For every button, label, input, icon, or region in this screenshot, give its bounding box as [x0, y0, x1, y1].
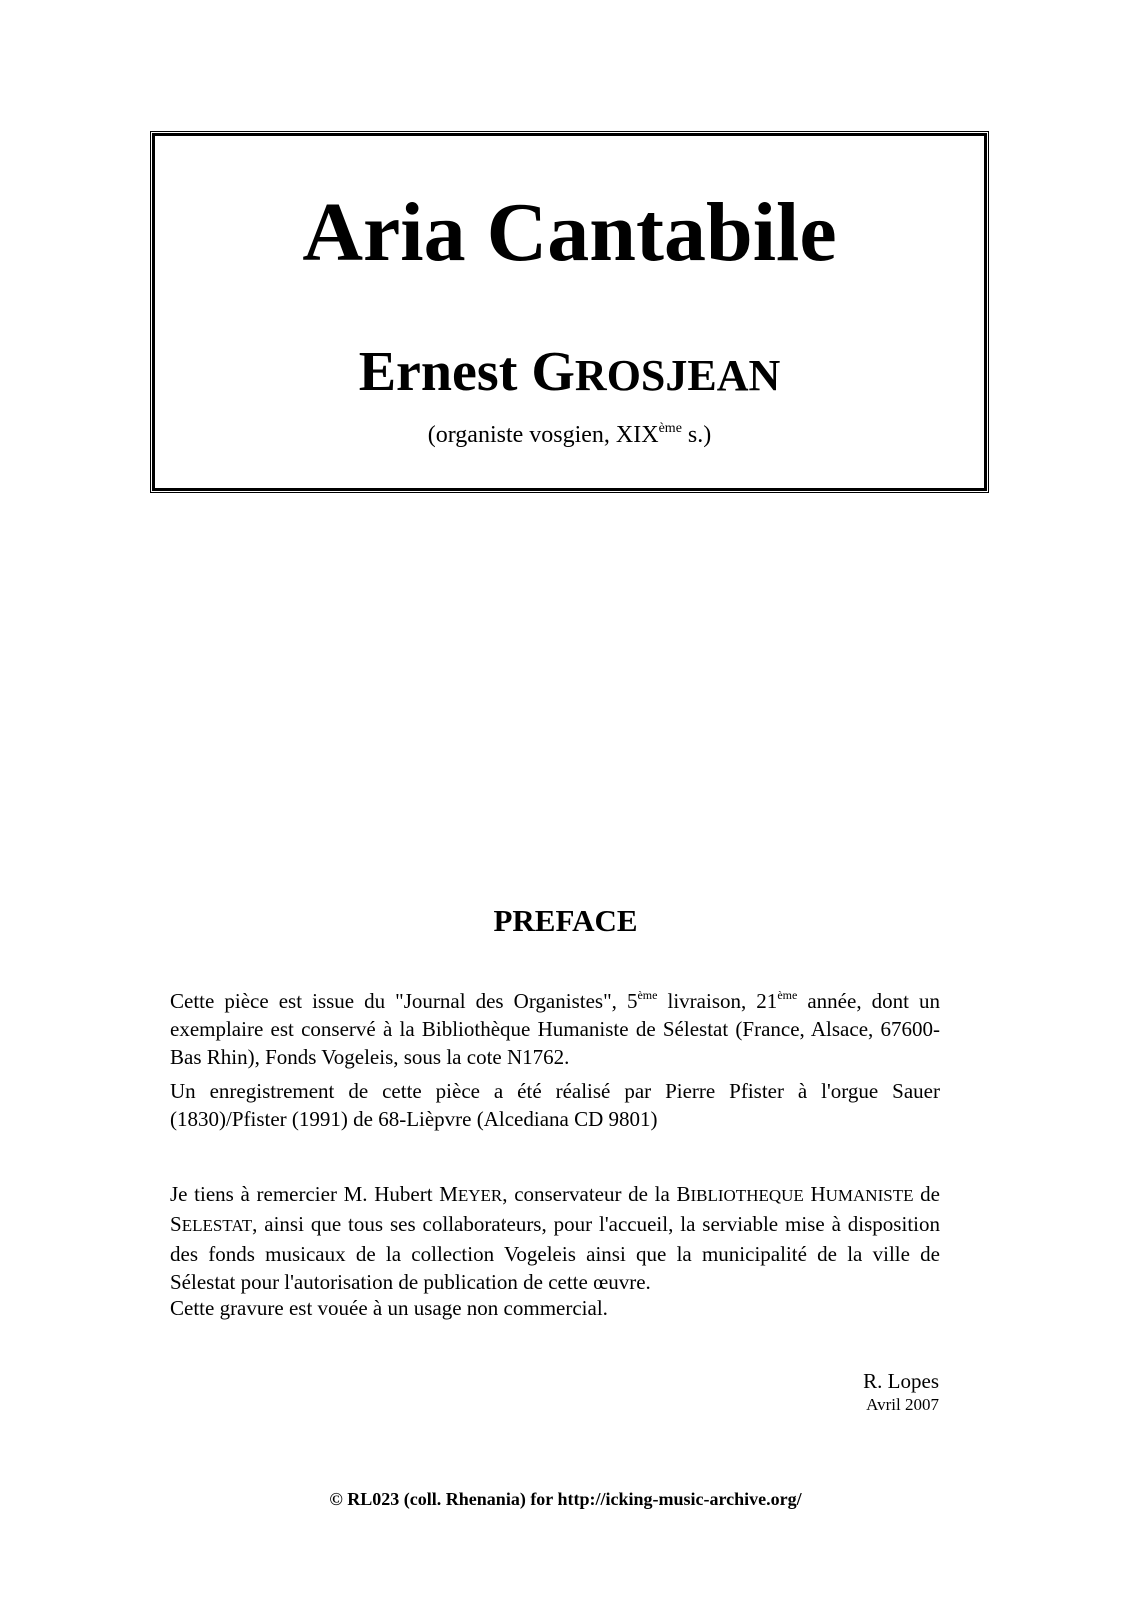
page-title: Aria Cantabile: [302, 186, 837, 279]
p3-text-4: de S: [170, 1182, 940, 1236]
composer-last-initial: G: [531, 341, 575, 403]
copyright-footer: © RL023 (coll. Rhenania) for http://icking-music-archive.org/: [329, 1489, 802, 1509]
p3-smallcaps-2: IBLIOTHEQUE: [690, 1186, 804, 1205]
p1-text-1: Cette pièce est issue du "Journal des Organistes", 5: [170, 989, 638, 1013]
composer-subtitle: [155, 423, 984, 447]
subtitle-superscript: ème: [658, 421, 682, 436]
p3-text-3: H: [803, 1182, 826, 1206]
signature-name: R. Lopes: [863, 1369, 939, 1393]
p3-text-2: , conservateur de la B: [502, 1182, 691, 1206]
p1-text-2: livraison, 21: [657, 989, 778, 1013]
p1-superscript-2: ème: [777, 988, 798, 1002]
p3-smallcaps-1: EYER: [457, 1186, 503, 1205]
p3-smallcaps-4: ELESTAT: [181, 1216, 253, 1235]
p1-text-3: année, dont un exemplaire est conservé à la Bibliothèque Humaniste de Sélestat (France, Alsace, 67600-Bas Rhin), Fonds Vogeleis, sous la cote N1762.: [170, 989, 940, 1069]
preface-paragraph-source: [170, 987, 940, 1071]
signature-block: [863, 1368, 939, 1416]
signature-date: Avril 2007: [866, 1395, 939, 1414]
preface-paragraph-acknowledgement: [170, 1180, 940, 1296]
preface-paragraph-usage: Cette gravure est vouée à un usage non commercial.: [170, 1296, 608, 1320]
p3-smallcaps-3: UMANISTE: [825, 1186, 914, 1205]
p3-text-5: , ainsi que tous ses collaborateurs, pour l'accueil, la serviable mise à disposition des fonds musicaux de la collection Vogeleis ainsi que la municipalité de la ville de Sélestat pour l'autorisation de publication de cette œuvre.: [170, 1212, 940, 1294]
composer-last-rest: ROSJEAN: [574, 351, 781, 400]
p1-superscript-1: ème: [637, 988, 658, 1002]
p3-text-1: Je tiens à remercier M. Hubert M: [170, 1182, 458, 1206]
composer-first-name: Ernest: [358, 341, 532, 403]
title-box: [152, 133, 987, 491]
preface-heading: PREFACE: [493, 903, 638, 938]
subtitle-text: (organiste vosgien, XIX: [427, 422, 659, 448]
preface-paragraph-recording: Un enregistrement de cette pièce a été réalisé par Pierre Pfister à l'orgue Sauer (1830)/Pfister (1991) de 68-Lièpvre (Alcediana CD 9801): [170, 1079, 940, 1131]
subtitle-text-end: s.): [681, 422, 712, 448]
composer-name: [155, 341, 984, 403]
